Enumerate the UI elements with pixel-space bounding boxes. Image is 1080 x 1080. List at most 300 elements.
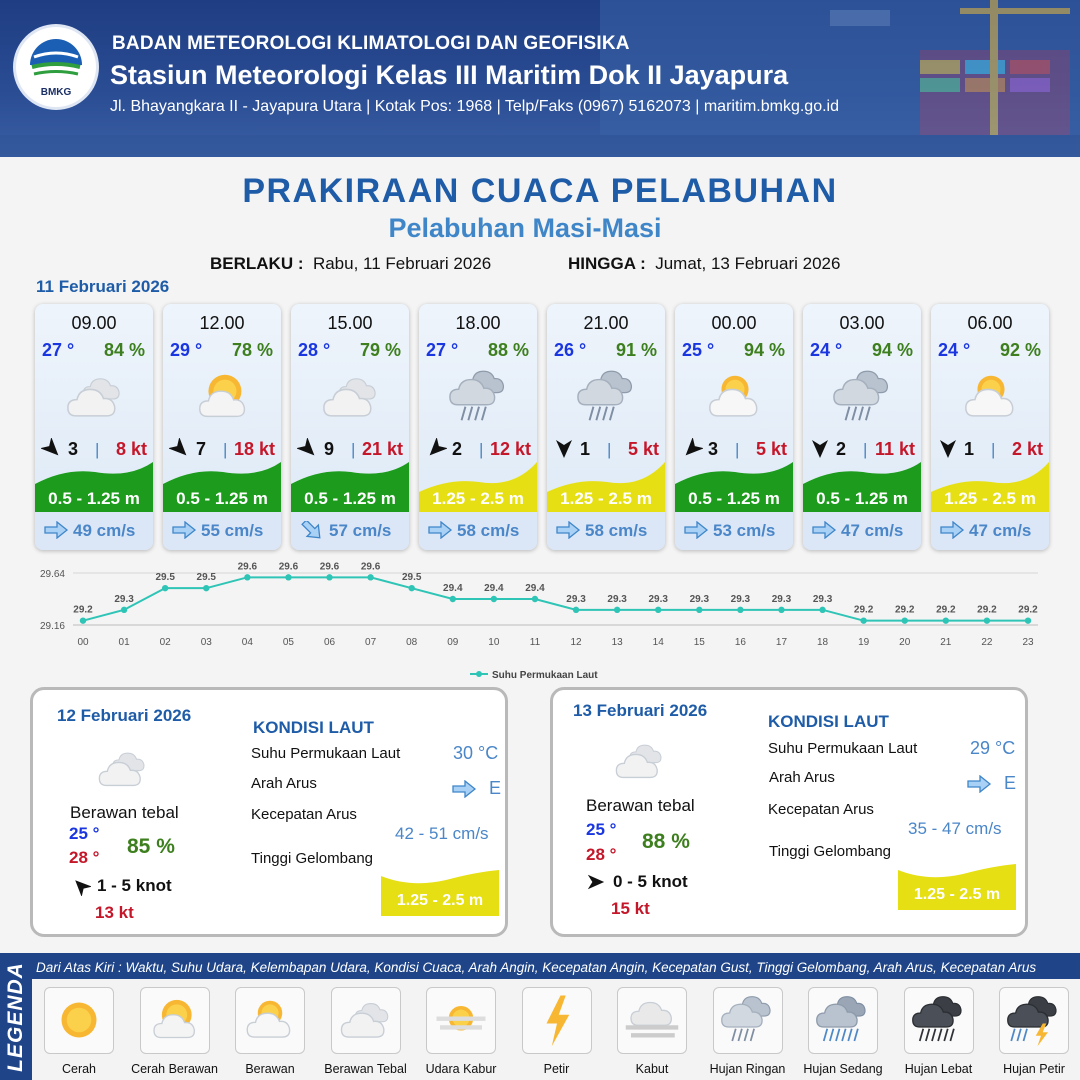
x-tick-label: 14	[652, 637, 664, 648]
min-temperature: 25 °	[69, 824, 100, 843]
legend-label: Berawan	[245, 1062, 295, 1076]
page-title: PRAKIRAAN CUACA PELABUHAN	[242, 172, 838, 210]
air-temperature: 24 °	[810, 340, 843, 360]
x-tick-label: 10	[488, 637, 500, 648]
wind-speed: 3	[68, 439, 79, 459]
data-point	[80, 617, 86, 623]
sst-series-line	[83, 577, 1028, 620]
legend-side-label: LEGENDA	[4, 961, 27, 1072]
humidity: 94 %	[743, 340, 785, 360]
wind-arrow	[937, 438, 959, 460]
legend-item	[331, 987, 401, 1054]
separator: |	[607, 440, 612, 459]
legend-icon	[334, 992, 398, 1053]
wind-direction-icon	[41, 438, 63, 460]
legend-marker	[476, 671, 482, 677]
data-label: 29.3	[771, 593, 792, 605]
data-point	[1025, 617, 1031, 623]
current-speed: 58 cm/s	[585, 521, 648, 540]
x-tick-label: 16	[734, 637, 746, 648]
data-label: 29.5	[401, 572, 422, 584]
current-direction-arrow	[451, 780, 477, 803]
current-row	[675, 512, 793, 550]
data-label: 29.3	[730, 593, 751, 605]
legend-side	[0, 953, 32, 1080]
current-direction-value: E	[1004, 773, 1017, 793]
data-label: 29.3	[114, 593, 134, 605]
berawan-icon	[238, 992, 302, 1048]
weather-icon	[443, 366, 515, 428]
current-speed: 57 cm/s	[329, 521, 392, 540]
gust-speed: 2 kt	[1011, 439, 1043, 459]
y-tick-label: 29.64	[39, 569, 65, 580]
wind-speed: 7	[196, 439, 207, 459]
data-point	[655, 607, 661, 613]
data-label: 29.5	[196, 572, 216, 584]
forecast-card	[803, 304, 921, 550]
wave-height: 0.5 - 1.25 m	[304, 489, 396, 508]
legend-icon	[1002, 992, 1066, 1053]
current-arrow	[683, 521, 709, 539]
weather-icon	[699, 366, 771, 428]
station-name: Stasiun Meteorologi Kelas III Maritim Dok II Jayapura	[110, 60, 789, 90]
day1-date: 11 Februari 2026	[36, 277, 170, 296]
wind-arrow	[553, 438, 575, 460]
wind-arrow	[681, 438, 703, 460]
legend-icon	[811, 992, 875, 1053]
current-row	[163, 512, 281, 550]
current-speed-max: - 51 cm/s	[418, 824, 489, 843]
current-speed-value	[908, 819, 1002, 839]
x-tick-label: 02	[159, 637, 171, 648]
wave-height: 1.25 - 2.5 m	[944, 489, 1036, 508]
wave-height-label: Tinggi Gelombang	[769, 843, 892, 860]
valid-from	[210, 254, 491, 274]
x-tick-label: 06	[323, 637, 336, 648]
panel-wind-arrow	[71, 876, 91, 901]
weather-description: Berawan tebal	[70, 803, 179, 822]
wind-arrow	[425, 438, 447, 460]
wave-height-value: 1.25 - 2.5 m	[913, 886, 1001, 903]
sst-value: 30 °C	[453, 743, 499, 763]
legend-icon	[907, 992, 971, 1053]
current-speed-label: Kecepatan Arus	[251, 806, 357, 823]
data-point	[203, 585, 209, 591]
forecast-card	[35, 304, 153, 550]
current-direction-icon	[43, 521, 69, 539]
hujan-ringan-icon	[827, 366, 899, 428]
wind-speed: 1	[580, 439, 591, 459]
legend-icon	[716, 992, 780, 1053]
hujan-ringan-icon	[571, 366, 643, 428]
legend-label: Suhu Permukaan Laut	[492, 670, 598, 681]
wind-speed: 2	[836, 439, 847, 459]
legend-label: Hujan Ringan	[709, 1062, 786, 1076]
legend-label: Hujan Lebat	[904, 1062, 973, 1076]
wave-height: 1.25 - 2.5 m	[432, 489, 524, 508]
max-temperature: 28 °	[69, 848, 100, 867]
humidity: 78 %	[231, 340, 273, 360]
data-label: 29.6	[278, 561, 299, 573]
wind-arrow	[809, 438, 831, 460]
current-speed-max: - 47 cm/s	[931, 819, 1002, 838]
hujan-lebat-icon	[907, 992, 971, 1048]
header-banner	[0, 0, 1080, 157]
legend-icon	[238, 992, 302, 1053]
data-label: 29.6	[319, 561, 340, 573]
current-row	[931, 512, 1049, 550]
forecast-time: 15.00	[327, 313, 373, 333]
gust-speed: 5 kt	[755, 439, 787, 459]
data-label: 29.4	[484, 583, 504, 594]
data-point	[450, 596, 456, 602]
current-arrow	[43, 521, 69, 539]
data-label: 29.3	[648, 593, 668, 605]
separator: |	[351, 440, 356, 459]
hujan-sedang-icon	[811, 992, 875, 1048]
gust-speed: 12 kt	[489, 439, 531, 459]
current-row	[291, 512, 409, 550]
min-temperature: 25 °	[586, 820, 617, 839]
kabut-icon	[620, 992, 684, 1048]
humidity: 84 %	[103, 340, 145, 360]
legend-description: Dari Atas Kiri : Waktu, Suhu Udara, Kelembapan Udara, Kondisi Cuaca, Arah Angin, Kecepatan Angin, Kecepatan Gust, Tinggi Gelombang, Arah Arus, Kecepatan Arus	[36, 960, 1037, 975]
berawan-tebal-icon	[315, 366, 387, 428]
forecast-time: 00.00	[711, 313, 757, 333]
x-tick-label: 13	[611, 637, 623, 648]
legend-label: Petir	[543, 1062, 570, 1076]
current-arrow	[427, 521, 453, 539]
humidity: 91 %	[615, 340, 657, 360]
wave-height: 0.5 - 1.25 m	[48, 489, 140, 508]
humidity: 94 %	[871, 340, 913, 360]
berawan-tebal-icon	[91, 742, 155, 796]
air-temperature: 24 °	[938, 340, 971, 360]
legend-icon	[620, 992, 684, 1053]
current-speed: 58 cm/s	[457, 521, 520, 540]
x-tick-label: 15	[693, 637, 705, 648]
data-point	[162, 585, 168, 591]
current-speed-label: Kecepatan Arus	[768, 801, 874, 818]
bmkg-emblem-icon	[16, 27, 96, 87]
valid-from-value: Rabu, 11 Februari 2026	[312, 254, 492, 273]
x-tick-label: 22	[981, 637, 993, 648]
weather-icon	[827, 366, 899, 428]
current-direction-arrow	[966, 775, 992, 798]
x-tick-label: 04	[241, 637, 253, 648]
legend-item	[904, 987, 974, 1054]
hujan-ringan-icon	[716, 992, 780, 1048]
data-label: 29.3	[689, 593, 710, 605]
berawan-tebal-icon	[334, 992, 398, 1048]
x-tick-label: 05	[282, 637, 294, 648]
air-temperature: 27 °	[426, 340, 459, 360]
forecast-card	[675, 304, 793, 550]
wave-height: 0.5 - 1.25 m	[176, 489, 268, 508]
data-point	[778, 607, 784, 613]
current-arrow	[171, 521, 197, 539]
data-point	[943, 617, 949, 623]
weather-icon	[187, 366, 259, 428]
wave-height: 1.25 - 2.5 m	[560, 489, 652, 508]
air-temperature: 27 °	[42, 340, 75, 360]
wind-speed: 1	[964, 439, 975, 459]
air-temperature: 26 °	[554, 340, 587, 360]
legend-icons	[32, 979, 1080, 1080]
legend-item	[522, 987, 592, 1054]
current-direction-label: Arah Arus	[769, 769, 835, 786]
separator: |	[863, 440, 868, 459]
sst-value: 29 °C	[970, 738, 1016, 758]
humidity: 79 %	[359, 340, 401, 360]
data-label: 29.2	[895, 604, 915, 616]
current-arrow	[299, 521, 325, 539]
forecast-time: 18.00	[455, 313, 501, 333]
wave-height-label: Tinggi Gelombang	[251, 850, 374, 867]
x-tick-label: 12	[570, 637, 582, 648]
station-address: Jl. Bhayangkara II - Jayapura Utara | Kotak Pos: 1968 | Telp/Faks (0967) 5162073 | maritim.bmkg.go.id	[110, 98, 839, 115]
legend-label: Cerah	[61, 1062, 97, 1076]
max-temperature: 28 °	[586, 845, 617, 864]
sea-condition-heading: KONDISI LAUT	[253, 718, 374, 737]
sst-label: Suhu Permukaan Laut	[768, 740, 918, 757]
gust-speed: 8 kt	[115, 439, 147, 459]
data-point	[573, 607, 579, 613]
current-speed: 49 cm/s	[73, 521, 136, 540]
sst-label: Suhu Permukaan Laut	[251, 745, 401, 762]
data-label: 29.6	[360, 561, 381, 573]
data-label: 29.3	[812, 593, 833, 605]
wind-arrow	[297, 438, 319, 460]
forecast-card	[547, 304, 665, 550]
wind-direction-icon	[169, 438, 191, 460]
cerah-berawan-icon	[143, 992, 207, 1048]
legend-item	[808, 987, 878, 1054]
x-tick-label: 18	[817, 637, 829, 648]
data-point	[902, 617, 908, 623]
current-direction-icon	[555, 521, 581, 539]
current-row	[35, 512, 153, 550]
legend-label: Berawan Tebal	[324, 1062, 407, 1076]
wind-direction-icon	[809, 438, 831, 460]
bmkg-logo	[16, 27, 96, 107]
data-label: 29.4	[443, 583, 463, 594]
data-point	[285, 574, 291, 580]
current-row	[803, 512, 921, 550]
day-panel-13	[550, 687, 1028, 937]
legend-icon	[143, 992, 207, 1053]
forecast-time: 12.00	[199, 313, 245, 333]
data-point	[532, 596, 538, 602]
current-arrow	[555, 521, 581, 539]
current-direction-icon	[427, 521, 453, 539]
wind-direction-icon	[681, 438, 703, 460]
forecast-card	[931, 304, 1049, 550]
hujan-ringan-icon	[443, 366, 515, 428]
current-speed: 47 cm/s	[841, 521, 904, 540]
data-label: 29.3	[566, 593, 586, 605]
data-label: 29.2	[73, 604, 93, 616]
valid-to	[568, 254, 840, 274]
forecast-time: 21.00	[583, 313, 629, 333]
current-speed: 47 cm/s	[969, 521, 1032, 540]
data-label: 29.3	[607, 593, 627, 605]
data-point	[326, 574, 332, 580]
current-arrow	[811, 521, 837, 539]
panel-gust: 13 kt	[95, 903, 134, 922]
separator: |	[223, 440, 228, 459]
legend-item	[426, 987, 496, 1054]
wind-range: 1 - 5 knot	[97, 876, 172, 895]
wind-direction-icon	[71, 876, 91, 896]
current-direction-icon	[811, 521, 837, 539]
legend-bar	[0, 953, 1080, 1080]
wind-arrow	[169, 438, 191, 460]
gust-speed: 5 kt	[627, 439, 659, 459]
current-direction-icon	[939, 521, 965, 539]
legend-label: Cerah Berawan	[131, 1062, 218, 1076]
data-point	[984, 617, 990, 623]
data-point	[819, 607, 825, 613]
separator: |	[735, 440, 740, 459]
berawan-icon	[955, 366, 1027, 428]
wind-range: 0 - 5 knot	[613, 872, 688, 891]
separator: |	[479, 440, 484, 459]
humidity: 88 %	[487, 340, 529, 360]
gust-speed: 21 kt	[361, 439, 403, 459]
data-label: 29.2	[853, 604, 874, 616]
data-point	[696, 607, 702, 613]
weather-icon	[571, 366, 643, 428]
berawan-tebal-icon	[608, 734, 672, 788]
legend-item	[44, 987, 114, 1054]
day-panel-12	[30, 687, 508, 937]
current-speed-min: 35	[908, 819, 927, 838]
air-temperature: 25 °	[682, 340, 715, 360]
data-point	[491, 596, 497, 602]
current-speed: 55 cm/s	[201, 521, 264, 540]
gust-speed: 18 kt	[233, 439, 275, 459]
legend-item	[617, 987, 687, 1054]
valid-from-label: BERLAKU :	[210, 254, 304, 273]
air-temperature: 28 °	[298, 340, 331, 360]
current-direction-value: E	[489, 778, 502, 798]
current-direction-icon	[683, 521, 709, 539]
x-tick-label: 00	[77, 637, 89, 648]
data-label: 29.5	[155, 572, 175, 584]
current-direction-label: Arah Arus	[251, 775, 317, 792]
wind-speed: 3	[708, 439, 719, 459]
separator: |	[991, 440, 996, 459]
forecast-card	[419, 304, 537, 550]
weather-description: Berawan tebal	[586, 796, 695, 815]
x-tick-label: 08	[406, 637, 418, 648]
panel-gust: 15 kt	[611, 899, 650, 918]
legend-label: Kabut	[635, 1062, 669, 1076]
wind-speed: 2	[452, 439, 463, 459]
legend-icon	[525, 992, 589, 1053]
current-row	[547, 512, 665, 550]
weather-icon	[315, 366, 387, 428]
legend-label: Hujan Petir	[1003, 1062, 1065, 1076]
wave-height: 0.5 - 1.25 m	[816, 489, 908, 508]
forecast-card	[291, 304, 409, 550]
x-tick-label: 23	[1022, 637, 1034, 648]
x-tick-label: 01	[118, 637, 130, 648]
x-tick-label: 07	[365, 637, 377, 648]
panel-wind-arrow	[586, 872, 606, 897]
valid-to-label: HINGGA :	[568, 254, 646, 273]
forecast-time: 09.00	[71, 313, 117, 333]
panel-humidity: 85 %	[127, 835, 175, 858]
data-label: 29.2	[1018, 604, 1038, 616]
data-point	[860, 617, 866, 623]
x-tick-label: 11	[529, 637, 541, 648]
wind-speed: 9	[324, 439, 335, 459]
panel-humidity: 88 %	[642, 830, 690, 853]
current-direction-icon	[171, 521, 197, 539]
sea-condition-heading: KONDISI LAUT	[768, 712, 889, 731]
weather-icon	[955, 366, 1027, 428]
legend-item	[235, 987, 305, 1054]
panel-weather-icon	[91, 742, 155, 801]
legend-icon	[429, 992, 493, 1053]
wind-direction-icon	[553, 438, 575, 460]
logo-text: BMKG	[40, 87, 72, 98]
x-tick-label: 19	[858, 637, 870, 648]
current-row	[419, 512, 537, 550]
hujan-petir-icon	[1002, 992, 1066, 1048]
legend-label: Udara Kabur	[425, 1062, 497, 1076]
air-temperature: 29 °	[170, 340, 203, 360]
port-name: Pelabuhan Masi-Masi	[388, 213, 662, 243]
legend-item	[713, 987, 783, 1054]
berawan-icon	[699, 366, 771, 428]
current-speed-min: 42	[395, 824, 414, 843]
current-direction-icon	[451, 780, 477, 798]
data-point	[121, 607, 127, 613]
x-tick-label: 09	[447, 637, 459, 648]
data-point	[408, 585, 414, 591]
x-tick-label: 21	[940, 637, 952, 648]
agency-name: BADAN METEOROLOGI KLIMATOLOGI DAN GEOFISIKA	[112, 33, 630, 54]
current-arrow	[939, 521, 965, 539]
panel-weather-icon	[608, 734, 672, 793]
legend-item	[999, 987, 1069, 1054]
data-point	[244, 574, 250, 580]
weather-icon	[59, 366, 131, 428]
separator: |	[95, 440, 100, 459]
data-point	[614, 607, 620, 613]
legend-item	[140, 987, 210, 1054]
wind-direction-icon	[937, 438, 959, 460]
panel-date: 12 Februari 2026	[57, 706, 192, 725]
current-speed-value	[395, 824, 489, 844]
wave-height-value: 1.25 - 2.5 m	[396, 892, 484, 909]
valid-to-value: Jumat, 13 Februari 2026	[655, 254, 841, 273]
cerah-icon	[47, 992, 111, 1048]
data-label: 29.2	[936, 604, 956, 616]
x-tick-label: 17	[775, 637, 788, 648]
legend-icon	[47, 992, 111, 1053]
x-tick-label: 03	[200, 637, 212, 648]
cerah-berawan-icon	[187, 366, 259, 428]
udara-kabur-icon	[429, 992, 493, 1048]
wind-direction-icon	[586, 872, 606, 892]
wind-arrow	[41, 438, 63, 460]
sst-line-chart	[30, 560, 1050, 685]
wind-direction-icon	[425, 438, 447, 460]
